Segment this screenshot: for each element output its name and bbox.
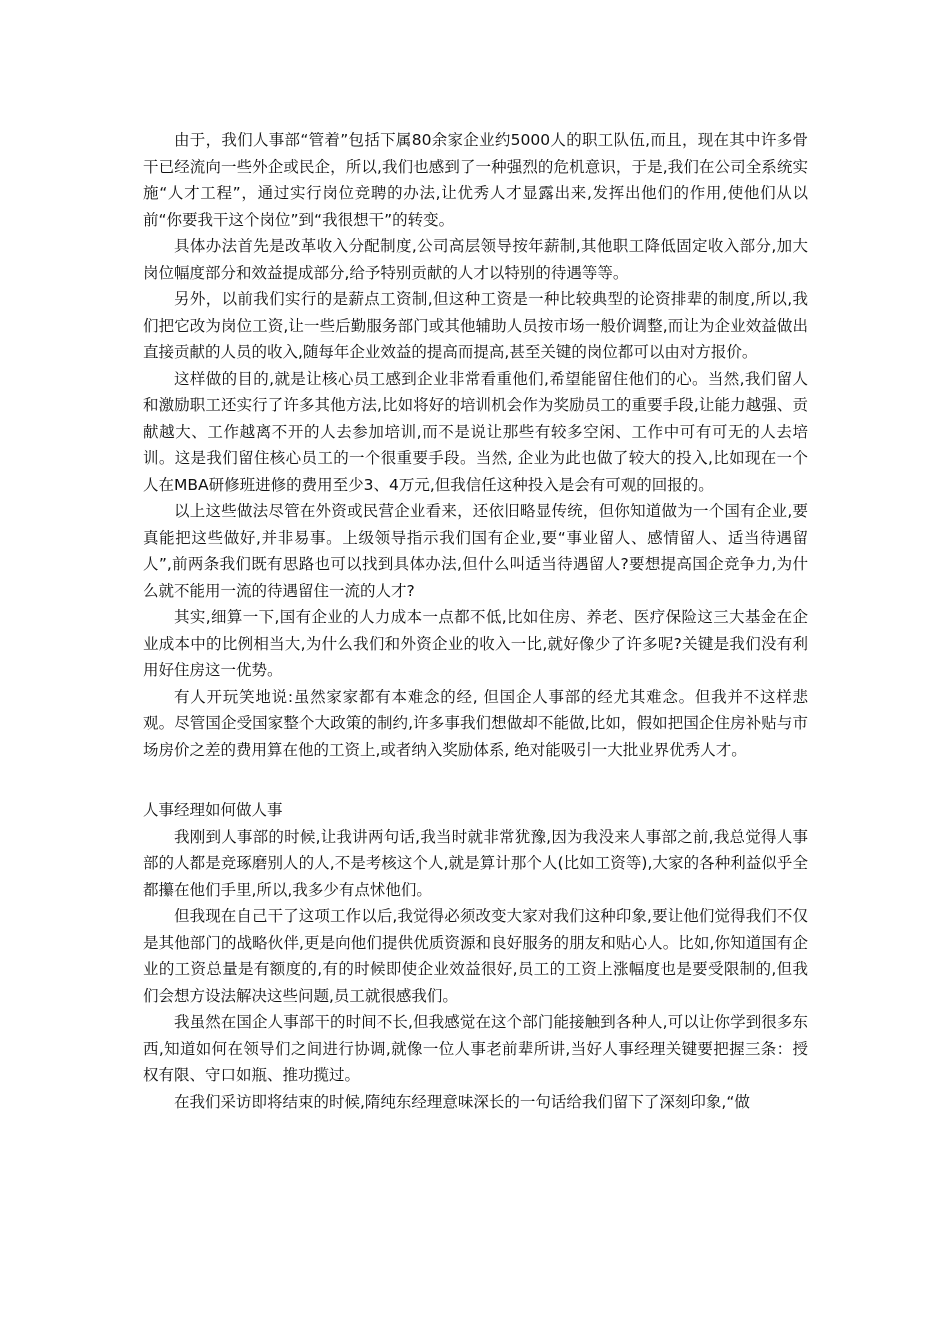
paragraph-11: 在我们采访即将结束的时候,隋纯东经理意味深长的一句话给我们留下了深刻印象,“做 xyxy=(174,1092,750,1111)
section-heading: 人事经理如何做人事 xyxy=(143,801,283,819)
paragraph-8: 我刚到人事部的时候,让我讲两句话,我当时就非常犹豫,因为我没来人事部之前,我总觉得人事部的人都是竞琢磨别人的人,不是考核这个人,就是算计那个人(比如工资等),大家的各种利益似乎全都攥在他们手里,所以,我多少有点怵他们。 xyxy=(143,827,808,899)
paragraph-4: 这样做的目的,就是让核心员工感到企业非常看重他们,希望能留住他们的心。当然,我们留人和激励职工还实行了许多其他方法,比如将好的培训机会作为奖励员工的重要手段,让能力越强、贡献越大、工作越离不开的人去参加培训,而不是说让那些有较多空闲、工作中可有可无的人去培训。这是我们留住核心员工的一个很重要手段。当然, 企业为此也做了较大的投入,比如现在一个人在MBA研修班进修的费用至少3、4万元,但我信任这种投入是会有可观的回报的。 xyxy=(143,369,808,494)
paragraph-3: 另外，以前我们实行的是薪点工资制,但这种工资是一种比较典型的论资排辈的制度,所以,我们把它改为岗位工资,让一些后勤服务部门或其他辅助人员按市场一般价调整,而让为企业效益做出直接贡献的人员的收入,随每年企业效益的提高而提高,甚至关键的岗位都可以由对方报价。 xyxy=(143,290,808,361)
paragraph-5: 以上这些做法尽管在外资或民营企业看来，还依旧略显传统，但你知道做为一个国有企业,要真能把这些做好,并非易事。上级领导指示我们国有企业,要“事业留人、感情留人、适当待遇留人”,前两条我们既有思路也可以找到具体办法,但什么叫适当待遇留人?要想提高国企竞争力,为什么就不能用一流的待遇留住一流的人才? xyxy=(143,502,808,600)
paragraph-7: 有人开玩笑地说:虽然家家都有本难念的经, 但国企人事部的经尤其难念。但我并不这样悲观。尽管国企受国家整个大政策的制约,许多事我们想做却不能做,比如，假如把国企住房补贴与市场房价之差的费用算在他的工资上,或者纳入奖励体系, 绝对能吸引一大批业界优秀人才。 xyxy=(143,687,808,759)
paragraph-2: 具体办法首先是改革收入分配制度,公司高层领导按年薪制,其他职工降低固定收入部分,加大岗位幅度部分和效益提成部分,给予特别贡献的人才以特别的待遇等等。 xyxy=(143,237,808,282)
paragraph-9: 但我现在自己干了这项工作以后,我觉得必须改变大家对我们这种印象,要让他们觉得我们不仅是其他部门的战略伙伴,更是向他们提供优质资源和良好服务的朋友和贴心人。比如,你知道国有企业的工资总量是有额度的,有的时候即使企业效益很好,员工的工资上涨幅度也是要受限制的,但我们会想方设法解决这些问题,员工就很感我们。 xyxy=(143,907,808,1005)
paragraph-6: 其实,细算一下,国有企业的人力成本一点都不低,比如住房、养老、医疗保险这三大基金在企业成本中的比例相当大,为什么我们和外资企业的收入一比,就好像少了许多呢?关键是我们没有利用好住房这一优势。 xyxy=(143,608,808,679)
paragraph-10: 我虽然在国企人事部干的时间不长,但我感觉在这个部门能接触到各种人,可以让你学到很多东西,知道如何在领导们之间进行协调,就像一位人事老前辈所讲,当好人事经理关键要把握三条：授权有限、守口如瓶、推功揽过。 xyxy=(143,1013,808,1084)
paragraph-1: 由于，我们人事部“管着”包括下属80余家企业约5000人的职工队伍,而且，现在其中许多骨干已经流向一些外企或民企，所以,我们也感到了一种强烈的危机意识，于是,我们在公司全系统实施“人才工程”，通过实行岗位竞聘的办法,让优秀人才显露出来,发挥出他们的作用,使他们从以前“你要我干这个岗位”到“我很想干”的转变。 xyxy=(143,131,808,229)
document-page xyxy=(143,127,808,1115)
